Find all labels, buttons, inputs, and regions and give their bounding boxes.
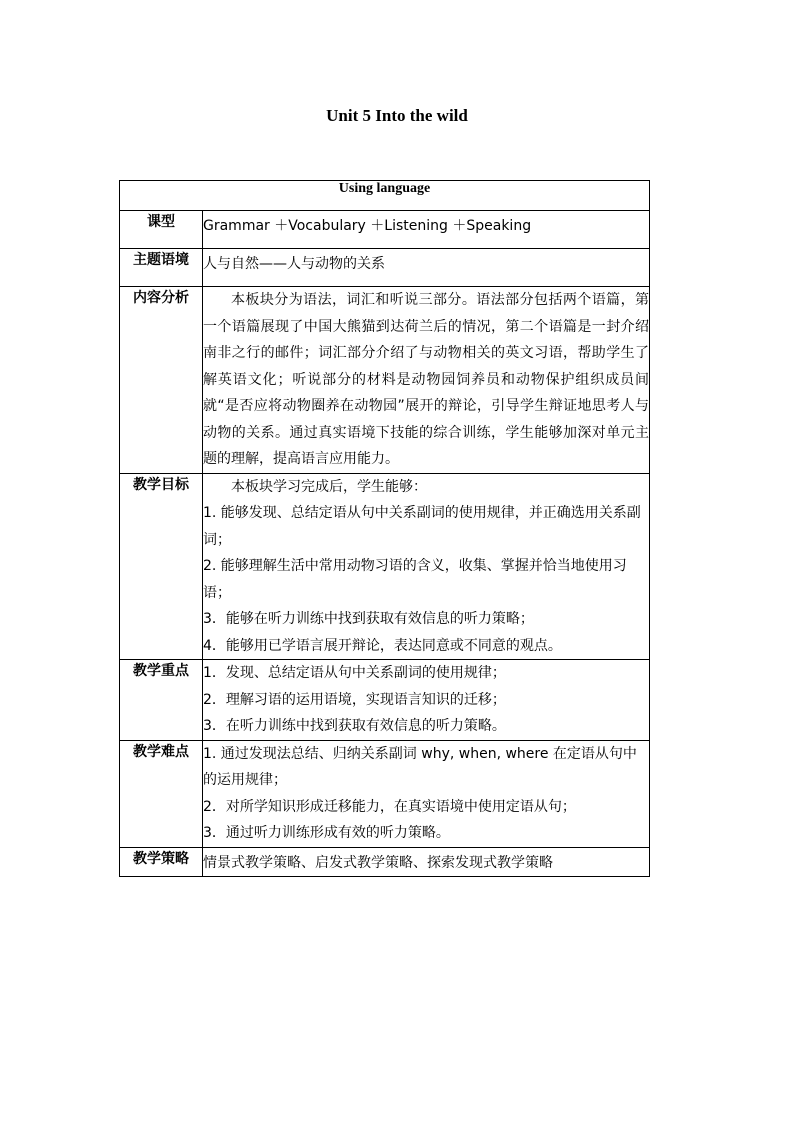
lesson-plan-table bbox=[119, 180, 650, 877]
teaching-strategy-value: 情景式教学策略、启发式教学策略、探索发现式教学策略 bbox=[203, 847, 650, 876]
teaching-objectives-cell bbox=[203, 473, 650, 660]
lesson-type-label: 课型 bbox=[120, 211, 203, 249]
list-item: 1. 能够发现、总结定语从句中关系副词的使用规律，并正确选用关系副词； bbox=[203, 505, 641, 548]
page-title: Unit 5 Into the wild bbox=[326, 106, 468, 125]
key-points-cell bbox=[203, 660, 650, 741]
section-header: Using language bbox=[120, 181, 650, 211]
list-item: 2. 能够理解生活中常用动物习语的含义，收集、掌握并恰当地使用习语； bbox=[203, 558, 627, 601]
table-header-row bbox=[120, 181, 650, 211]
content-analysis-label: 内容分析 bbox=[120, 287, 203, 474]
list-item: 3．在听力训练中找到获取有效信息的听力策略。 bbox=[203, 718, 506, 734]
list-item: 1. 通过发现法总结、归纳关系副词 why, when, where 在定语从句中的运用规律； bbox=[203, 745, 637, 788]
list-item: 3．通过听力训练形成有效的听力策略。 bbox=[203, 825, 450, 841]
table-row bbox=[120, 473, 650, 660]
table-row bbox=[120, 211, 650, 249]
key-points-label: 教学重点 bbox=[120, 660, 203, 741]
table-row bbox=[120, 249, 650, 287]
table-row bbox=[120, 740, 650, 847]
objectives-intro: 本板块学习完成后，学生能够： bbox=[231, 478, 427, 495]
teaching-strategy-label: 教学策略 bbox=[120, 847, 203, 876]
difficult-points-cell bbox=[203, 740, 650, 847]
difficult-points-label: 教学难点 bbox=[120, 740, 203, 847]
content-analysis-text: 本板块分为语法，词汇和听说三部分。语法部分包括两个语篇，第一个语篇展现了中国大熊猫到达荷兰后的情况，第二个语篇是一封介绍南非之行的邮件；词汇部分介绍了与动物相关的英文习语，帮助学生了解英语文化；听说部分的材料是动物园饲养员和动物保护组织成员间就“是否应将动物圈养在动物园”展开的辩论，引导学生辩证地思考人与动物的关系。通过真实语境下技能的综合训练，学生能够加深对单元主题的理解，提高语言应用能力。 bbox=[203, 292, 650, 467]
table-row bbox=[120, 847, 650, 876]
list-item: 2．理解习语的运用语境，实现语言知识的迁移； bbox=[203, 691, 506, 708]
content-analysis-cell bbox=[203, 287, 650, 474]
table-row bbox=[120, 660, 650, 741]
list-item: 4．能够用已学语言展开辩论，表达同意或不同意的观点。 bbox=[203, 637, 562, 654]
lesson-type-value: Grammar ＋Vocabulary ＋Listening ＋Speaking bbox=[203, 211, 650, 249]
list-item: 1．发现、总结定语从句中关系副词的使用规律； bbox=[203, 665, 506, 681]
theme-context-label: 主题语境 bbox=[120, 249, 203, 287]
list-item: 2．对所学知识形成迁移能力，在真实语境中使用定语从句； bbox=[203, 798, 576, 815]
list-item: 3．能够在听力训练中找到获取有效信息的听力策略； bbox=[203, 611, 534, 627]
teaching-objectives-label: 教学目标 bbox=[120, 473, 203, 660]
table-row bbox=[120, 287, 650, 474]
theme-context-value: 人与自然——人与动物的关系 bbox=[203, 249, 650, 287]
